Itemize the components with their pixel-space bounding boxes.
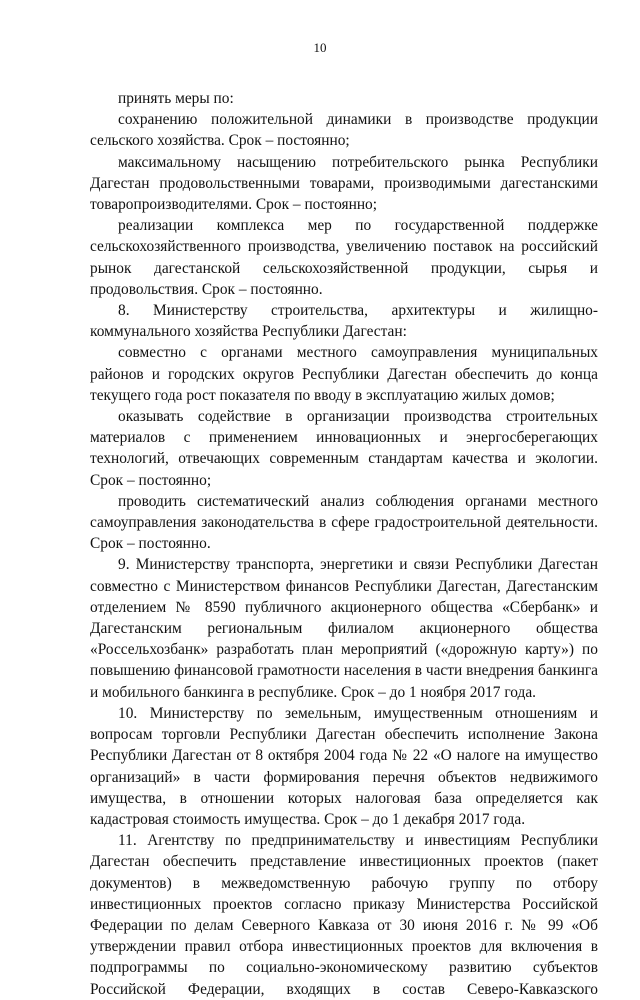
paragraph-intro: принять меры по: [118,90,234,107]
page-number: 10 [313,40,327,55]
paragraph-item-8: 8. Министерству строительства, архитектуры и жилищно-коммунального хозяйства Республики Дагестан: [90,302,598,341]
paragraph-urban-planning: проводить систематический анализ соблюдения органами местного самоуправления законодательства в сфере градостроительной деятельности. Срок – постоянно. [90,492,598,553]
document-body [90,88,598,1000]
paragraph-item-11: 11. Агентству по предпринимательству и инвестициям Республики Дагестан обеспечить представление инвестиционных проектов (пакет документов) в межведомственную рабочую группу по отбору инвестиционных проектов согласно приказу Министерства Российской Федерации по делам Северного Кавказа от 30 июня 2016 г. № 99 «Об утверждении правил отбора инвестиционных проектов для включения в подпрограммы по социально-экономическому развитию субъектов Российской Федерации, входящих в состав Северо-Кавказского [90,832,598,998]
paragraph-building-materials: оказывать содействие в организации производства строительных материалов с применением инновационных и энергосберегающих технологий, отвечающих современным стандартам качества и экологии. Срок – постоянно; [90,408,598,489]
paragraph-state-support: реализации комплекса мер по государственной поддержке сельскохозяйственного производства, увеличению поставок на российский рынок дагестанской сельскохозяйственной продукции, сырья и продовольствия. Срок – постоянно. [90,217,598,298]
paragraph-agri-production: сохранению положительной динамики в производстве продукции сельского хозяйства. Срок – постоянно; [90,111,598,150]
paragraph-housing: совместно с органами местного самоуправления муниципальных районов и городских округов Республики Дагестан обеспечить до конца текущего года рост показателя по вводу в эксплуатацию жилых домов; [90,344,598,404]
paragraph-item-9: 9. Министерству транспорта, энергетики и связи Республики Дагестан совместно с Министерством финансов Республики Дагестан, Дагестанским отделением № 8590 публичного акционерного общества «Сбербанк» и Дагестанским региональным филиалом акционерного общества «Россельхозбанк» разработать план мероприятий («дорожную карту») по повышению финансовой грамотности населения в части внедрения банкинга и мобильного банкинга в республике. Срок – до 1 ноября 2017 года. [90,556,598,701]
paragraph-item-10: 10. Министерству по земельным, имущественным отношениям и вопросам торговли Республики Дагестан обеспечить исполнение Закона Республики Дагестан от 8 октября 2004 года № 22 «О налоге на имущество организаций» в части формирования перечня объектов недвижимого имущества, в отношении которых налоговая база определяется как кадастровая стоимость имущества. Срок – до 1 декабря 2017 года. [90,704,598,828]
paragraph-consumer-market: максимальному насыщению потребительского рынка Республики Дагестан продовольственными товарами, производимыми дагестанскими товаропроизводителями. Срок – постоянно; [90,153,598,214]
